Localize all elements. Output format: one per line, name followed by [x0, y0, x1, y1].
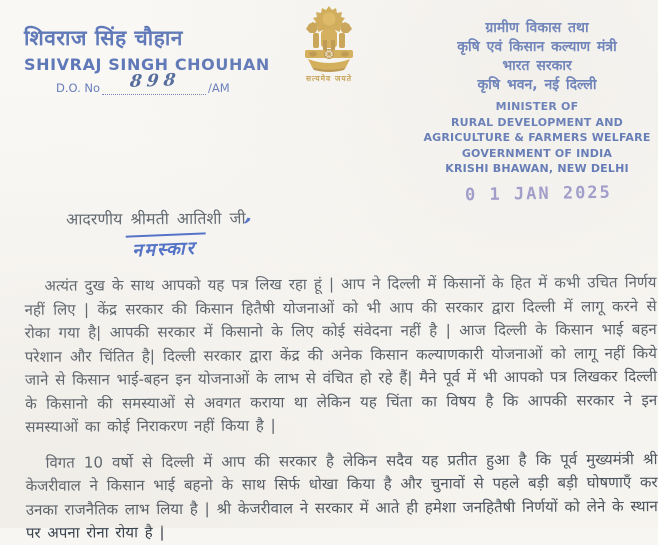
national-emblem [296, 6, 362, 84]
sender-name-english: SHIVRAJ SINGH CHOUHAN [24, 55, 270, 74]
do-number-line [24, 70, 270, 95]
salutation [66, 204, 656, 230]
do-label: D.O. No [56, 81, 101, 95]
do-number-blank [102, 70, 206, 95]
do-number-handwritten: 898 [129, 70, 182, 92]
emblem-motto: सत्यमेव जयते [305, 74, 353, 83]
letter-paragraph-1: अत्यंत दुख के साथ आपको यह पत्र लिख रहा हूं | आप ने दिल्ली में किसानों के हित में कभी उचित निर्णय नहीं लिए | केंद्र सरकार की किसान हितैषी योजनाओं को भी आप की सरकार द्वारा दिल्ली में लागू करने से रोका गया है| आपकी सरकार में किसानो के लिए कोई संवेदना नहीं है | आज दिल्ली के किसान भाई बहन परेशान और चिंतित है| दिल्ली सरकार द्वारा केंद्र की अनेक किसान कल्याणकारी योजनाओं को लागू नहीं किये जाने से किसान भाई-बहन इन योजनाओं के लाभ से वंचित हो रहे हैं| मैने पूर्व में भी आपको पत्र लिखकर दिल्ली के किसानो की समस्याओं से अवगत कराया था लेकिन यह चिंता का विषय है कि आपकी सरकार ने इन समस्याओं का कोई निराकरण नहीं किया है | [24, 273, 658, 436]
office-block [420, 19, 654, 177]
letter-body [24, 204, 658, 545]
office-english-line: AGRICULTURE & FARMERS WELFARE [423, 131, 651, 144]
office-english-block [420, 100, 654, 177]
letter-paragraph-2: विगत 10 वर्षो से दिल्ली में आप की सरकार है लेकिन सदैव यह प्रतीत हुआ है कि पूर्व मुख्यमंत्री श्री केजरीवाल ने किसान भाई बहनो के साथ सिर्फ धोखा किया है और चुनावों से पहले बड़ी बड़ी घोषणाएँ कर उनका राजनैतिक लाभ लिया है | श्री केजरीवाल ने सरकार में आते ही हमेशा जनहितैषी निर्णयों को लेने के स्थान पर अपना रोना रोया है | [25, 449, 658, 542]
office-english-line: MINISTER OF [495, 100, 579, 113]
office-english-line: RURAL DEVELOPMENT AND [451, 115, 623, 129]
office-hindi-line: कृषि एवं किसान कल्याण मंत्री [457, 39, 617, 55]
office-hindi-line: भारत सरकार [502, 58, 572, 74]
ashoka-emblem-icon [296, 6, 362, 72]
office-english-line: GOVERNMENT OF INDIA [461, 146, 613, 160]
date-stamp: 0 1 JAN 2025 [465, 182, 613, 206]
sender-block [24, 24, 270, 95]
office-hindi-line: ग्रामीण विकास तथा [485, 20, 589, 36]
office-english-line: KRISHI BHAWAN, NEW DELHI [445, 162, 629, 175]
office-hindi-line: कृषि भवन, नई दिल्ली [477, 77, 597, 93]
salutation-text: आदरणीय श्रीमती आतिशी जी [65, 208, 246, 229]
do-suffix: /AM [208, 81, 230, 95]
handwritten-greeting: नमस्कार [126, 232, 207, 262]
handwritten-comma: , [243, 205, 256, 228]
sender-name-hindi: शिवराज सिंह चौहान [24, 26, 183, 50]
